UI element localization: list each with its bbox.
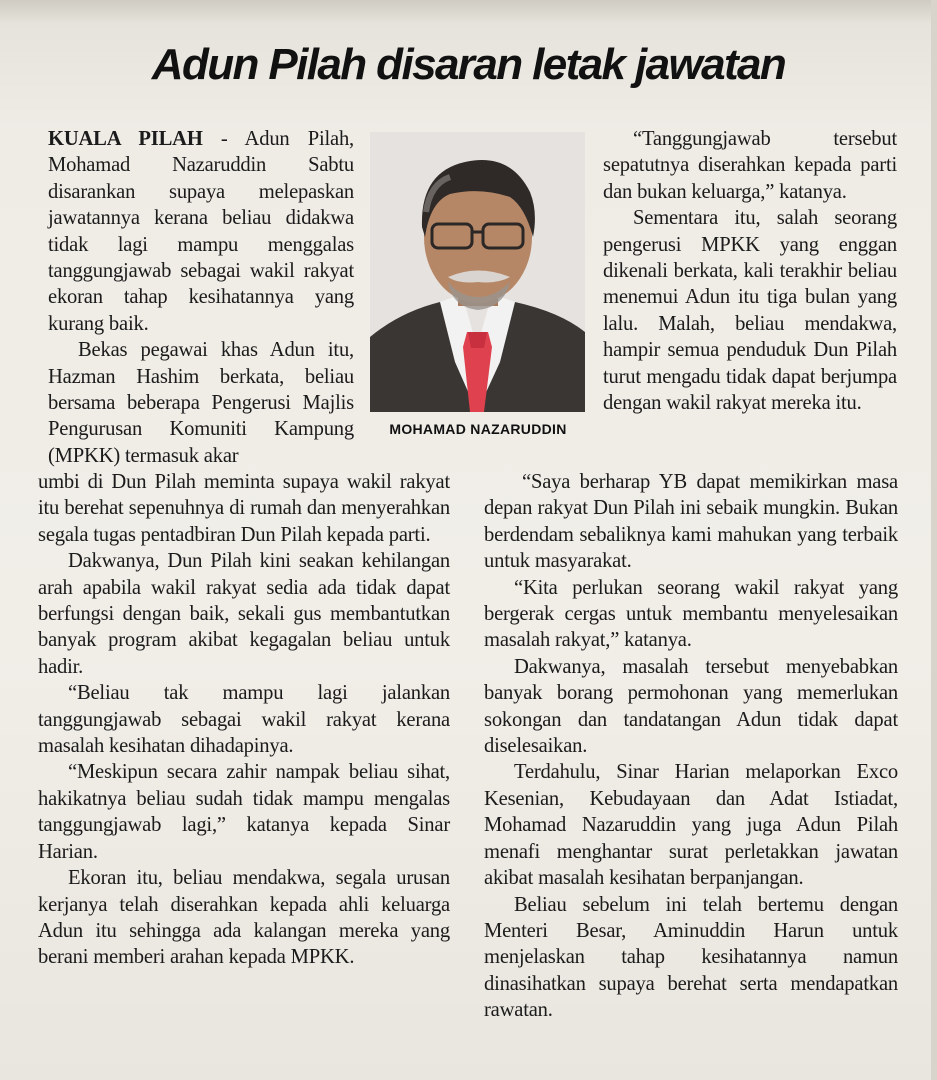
portrait-illustration bbox=[370, 132, 585, 412]
paragraph: Beliau sebelum ini telah bertemu dengan Menteri Besar, Aminuddin Harun untuk menjelaskan tahap kesihatannya namun dinasihatkan supaya berehat serta mendapatkan rawatan. bbox=[484, 893, 898, 1022]
article-headline: Adun Pilah disaran letak jawatan bbox=[151, 40, 786, 89]
portrait-photo bbox=[370, 132, 585, 412]
paragraph: Dakwanya, masalah tersebut menyebabkan banyak borang permohonan yang memerlukan sokongan dan tandatangan Adun tidak dapat diselesaikan. bbox=[484, 655, 898, 758]
paragraph: Ekoran itu, beliau mendakwa, segala urusan kerjanya telah diserahkan kepada ahli keluarga Adun itu sehingga ada kalangan mereka yang berani memberi arahan kepada MPKK. bbox=[38, 867, 450, 969]
lead-text: - Adun Pilah, Mohamad Nazaruddin Sabtu disarankan supaya melepaskan jawatannya kerana beliau didakwa tidak lagi mampu menggalas tanggungjawab sebagai wakil rakyat ekoran tahap kesihatannya yang kurang baik. bbox=[48, 128, 354, 335]
paragraph: umbi di Dun Pilah meminta supaya wakil rakyat itu berehat sepenuhnya di rumah dan menyerahkan segala tugas pentadbiran Dun Pilah kepada parti. bbox=[38, 471, 450, 546]
column-right-top bbox=[603, 126, 897, 416]
column-left-top bbox=[48, 126, 354, 469]
paragraph: Dakwanya, Dun Pilah kini seakan kehilangan arah apabila wakil rakyat sedia ada tidak dapat berfungsi dengan baik, sekali gus membantutkan banyak program akibat kegagalan beliau untuk hadir. bbox=[38, 550, 450, 678]
column-left-bottom bbox=[38, 469, 450, 971]
lead-paragraph bbox=[48, 126, 354, 337]
previous-article-strip bbox=[0, 0, 937, 24]
column-right-bottom bbox=[484, 469, 898, 1024]
paragraph: “Meskipun secara zahir nampak beliau sihat, hakikatnya beliau sudah tidak mampu mengalas tanggungjawab lagi,” katanya kepada Sinar Harian. bbox=[38, 761, 450, 863]
page-edge bbox=[931, 0, 937, 1080]
paragraph: Terdahulu, Sinar Harian melaporkan Exco Kesenian, Kebudayaan dan Adat Istiadat, Mohamad Nazaruddin yang juga Adun Pilah menafi menghantar surat perletakkan jawatan akibat masalah kesihatan berpanjangan. bbox=[484, 761, 898, 890]
paragraph: “Saya berharap YB dapat memikirkan masa depan rakyat Dun Pilah ini sebaik mungkin. Bukan berdendam sebaliknya kami mahukan yang terbaik untuk masyarakat. bbox=[484, 471, 898, 573]
paragraph: Sementara itu, salah seorang pengerusi MPKK yang enggan dikenali berkata, kali terakhir beliau menemui Adun itu tiga bulan yang lalu. Malah, beliau mendakwa, hampir semua penduduk Dun Pilah turut mengadu tidak dapat berjumpa dengan wakil rakyat mereka itu. bbox=[603, 207, 897, 415]
photo-caption: MOHAMAD NAZARUDDIN bbox=[389, 421, 567, 437]
paragraph: Bekas pegawai khas Adun itu, Hazman Hashim berkata, beliau bersama beberapa Pengerusi Majlis Pengurusan Komuniti Kampung (MPKK) termasuk akar bbox=[48, 339, 354, 467]
paragraph: “Tanggungjawab tersebut sepatutnya diserahkan kepada parti dan bukan keluarga,” katanya. bbox=[603, 128, 897, 203]
paragraph: “Beliau tak mampu lagi jalankan tanggungjawab sebagai wakil rakyat kerana masalah kesihatan dihadapinya. bbox=[38, 682, 450, 758]
paragraph: “Kita perlukan seorang wakil rakyat yang bergerak cergas untuk membantu menyelesaikan masalah rakyat,” katanya. bbox=[484, 576, 898, 652]
dateline: KUALA PILAH bbox=[48, 128, 203, 150]
